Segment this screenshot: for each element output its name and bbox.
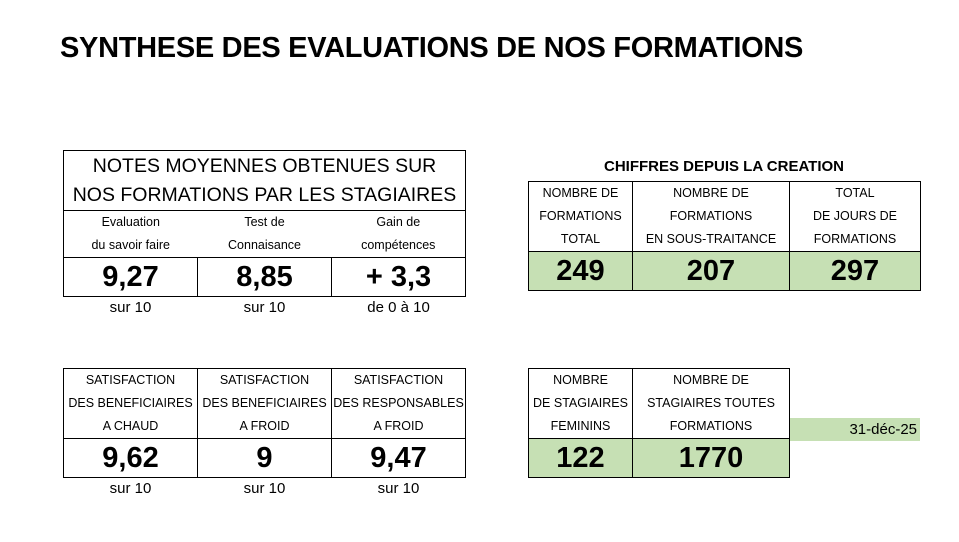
chiffres-label-2a: NOMBRE DE	[633, 182, 790, 206]
stag-label-1c: FEMININS	[529, 415, 633, 439]
notes-label-eval-1: Evaluation	[64, 211, 198, 235]
notes-label-test-1: Test de	[244, 215, 285, 229]
sat-value-froid-resp: 9,47	[332, 439, 466, 478]
notes-label-gain-2: compétences	[332, 234, 466, 258]
page-title: SYNTHESE DES EVALUATIONS DE NOS FORMATIONS	[60, 32, 804, 64]
notes-value-eval: 9,27	[64, 258, 198, 297]
chiffres-value-jours: 297	[790, 252, 921, 291]
chiffres-value-total: 249	[529, 252, 633, 291]
stag-label-1a: NOMBRE	[529, 369, 633, 393]
chiffres-label-1a: NOMBRE DE	[529, 182, 633, 206]
sat-label-3a: SATISFACTION	[332, 369, 466, 393]
stag-value-total: 1770	[633, 439, 790, 478]
sat-label-2a: SATISFACTION	[198, 369, 332, 393]
stag-label-2a: NOMBRE DE	[633, 369, 790, 393]
sat-label-1b: DES BENEFICIAIRES	[64, 392, 198, 415]
chiffres-title: CHIFFRES DEPUIS LA CREATION	[603, 158, 844, 175]
notes-value-test: 8,85	[198, 258, 332, 297]
notes-header-line1: NOTES MOYENNES OBTENUES SUR	[64, 151, 466, 182]
notes-unit-test: sur 10	[243, 299, 286, 316]
sat-label-3b: DES RESPONSABLES	[332, 392, 466, 415]
sat-unit-3: sur 10	[377, 480, 420, 497]
notes-label-eval-2: du savoir faire	[64, 234, 198, 258]
chiffres-label-3b: DE JOURS DE	[790, 205, 921, 228]
chiffres-value-sous-traitance: 207	[633, 252, 790, 291]
stagiaires-table	[528, 368, 790, 478]
sat-unit-2: sur 10	[243, 480, 286, 497]
chiffres-label-3a: TOTAL	[790, 182, 921, 206]
chiffres-label-1c: TOTAL	[529, 228, 633, 252]
sat-label-2b: DES BENEFICIAIRES	[198, 392, 332, 415]
stag-value-feminins: 122	[529, 439, 633, 478]
stag-label-1b: DE STAGIAIRES	[529, 392, 633, 415]
date-cell: 31-déc-25	[790, 418, 920, 441]
sat-value-froid-benef: 9	[198, 439, 332, 478]
stag-label-2b: STAGIAIRES TOUTES	[633, 392, 790, 415]
notes-header-line2: NOS FORMATIONS PAR LES STAGIAIRES	[64, 181, 466, 211]
chiffres-label-2c: EN SOUS-TRAITANCE	[633, 228, 790, 252]
chiffres-label-3c: FORMATIONS	[790, 228, 921, 252]
sat-label-2c: A FROID	[198, 415, 332, 439]
notes-label-gain-1: Gain de	[332, 211, 466, 235]
notes-table	[63, 150, 466, 319]
notes-label-test-2: Connaisance	[228, 238, 301, 252]
notes-value-gain: + 3,3	[332, 258, 466, 297]
chiffres-table	[528, 181, 921, 291]
notes-unit-eval: sur 10	[109, 299, 152, 316]
sat-value-chaud: 9,62	[64, 439, 198, 478]
chiffres-label-2b: FORMATIONS	[633, 205, 790, 228]
stag-label-2c: FORMATIONS	[633, 415, 790, 439]
chiffres-label-1b: FORMATIONS	[529, 205, 633, 228]
sat-unit-1: sur 10	[109, 480, 152, 497]
notes-unit-gain: de 0 à 10	[367, 299, 430, 316]
satisfaction-table	[63, 368, 466, 500]
sat-label-1c: A CHAUD	[64, 415, 198, 439]
sat-label-3c: A FROID	[332, 415, 466, 439]
sat-label-1a: SATISFACTION	[64, 369, 198, 393]
